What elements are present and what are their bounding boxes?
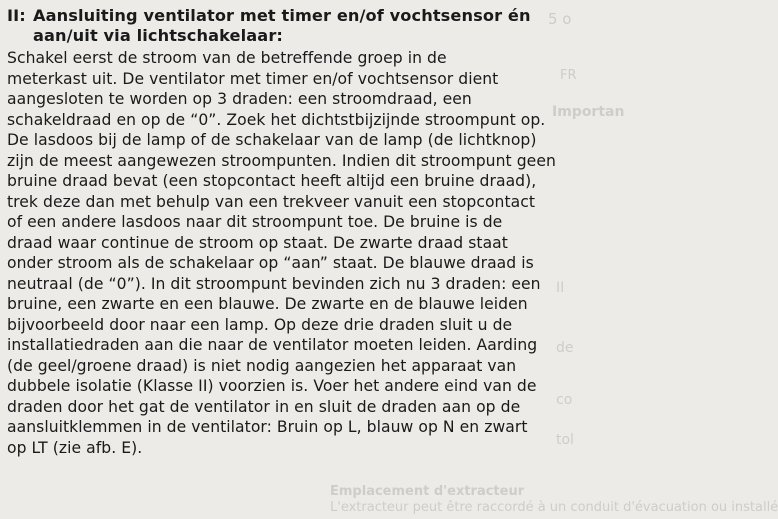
body-line: neutraal (de “0”). In dit stroompunt bevinden zich nu 3 draden: een: [7, 274, 541, 293]
body-line: meterkast uit. De ventilator met timer en/of vochtsensor dient: [7, 69, 499, 88]
body-line: draden door het gat de ventilator in en sluit de draden aan op de: [7, 397, 521, 416]
body-line: of een andere lasdoos naar dit stroompunt toe. De bruine is de: [7, 213, 503, 231]
body-line: bruine, een zwarte en een blauwe. De zwarte en de blauwe leiden: [7, 295, 528, 313]
body-line: op LT (zie afb. E).: [7, 438, 143, 457]
body-line: dubbele isolatie (Klasse II) voorzien is. Voer het andere eind van de: [7, 377, 537, 395]
section-title-line: aan/uit via lichtschakelaar:: [33, 26, 283, 45]
section-title-line: Aansluiting ventilator met timer en/of vochtsensor én: [33, 6, 531, 25]
body-line: trek deze dan met behulp van een trekveer vanuit een stopcontact: [7, 192, 536, 211]
body-line: Schakel eerst de stroom van de betreffende groep in de: [7, 49, 447, 67]
body-line: aangesloten te worden op 3 draden: een stroomdraad, een: [7, 90, 472, 108]
body-line: aansluitklemmen in de ventilator: Bruin op L, blauw op N en zwart: [7, 418, 528, 436]
body-line: bruine draad bevat (een stopcontact heeft altijd een bruine draad),: [7, 172, 537, 190]
body-line: installatiedraden aan die naar de ventilator moeten leiden. Aarding: [7, 336, 538, 354]
body-paragraph: [7, 48, 595, 458]
body-line: onder stroom als de schakelaar op “aan” staat. De blauwe draad is: [7, 254, 534, 272]
back-page-bleed-through: 5 o FR Importan II de co tol Emplacement d'extracteur L'extracteur peut être raccordé à un conduit d'évacuation ou installé: [330, 10, 778, 515]
body-line: (de geel/groene draad) is niet nodig aangezien het apparaat van: [7, 356, 517, 375]
body-line: draad waar continue de stroom op staat. De zwarte draad staat: [7, 233, 508, 252]
body-line: schakeldraad en op de “0”. Zoek het dichtstbijzijnde stroompunt op.: [7, 110, 546, 129]
section-heading: [7, 6, 595, 46]
section-title: [33, 6, 595, 46]
body-line: zijn de meest aangewezen stroompunten. Indien dit stroompunt geen: [7, 151, 556, 170]
body-line: De lasdoos bij de lamp of de schakelaar van de lamp (de lichtknop): [7, 131, 537, 149]
section-number: II:: [7, 6, 26, 25]
instruction-page: [7, 6, 595, 458]
body-line: bijvoorbeeld door naar een lamp. Op deze drie draden sluit u de: [7, 315, 513, 334]
